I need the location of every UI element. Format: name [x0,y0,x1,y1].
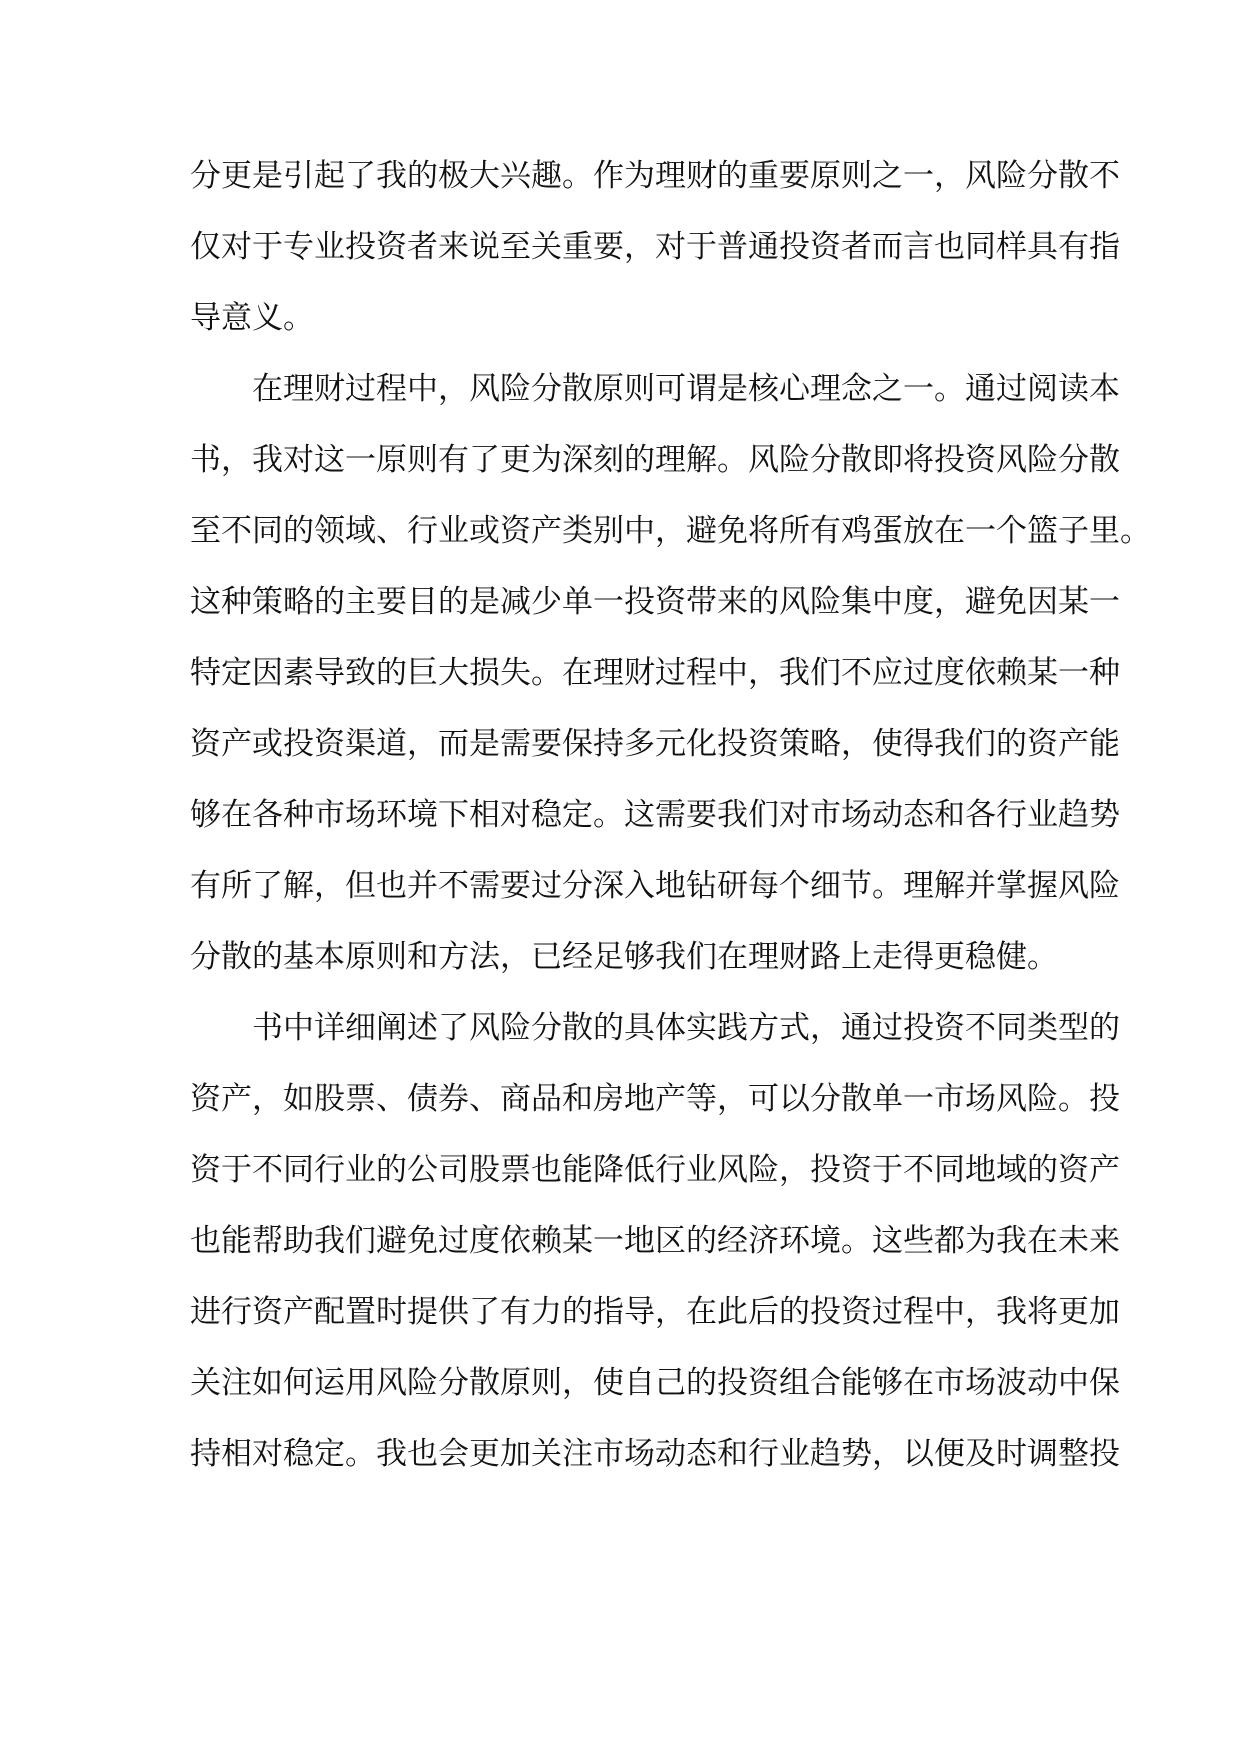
text-line: 分散的基本原则和方法，已经足够我们在理财路上走得更稳健。 [190,939,1058,975]
text-line: 书，我对这一原则有了更为深刻的理解。风险分散即将投资风险分散 [190,442,1120,478]
text-line: 持相对稳定。我也会更加关注市场动态和行业趋势，以便及时调整投 [190,1436,1120,1472]
text-line: 资于不同行业的公司股票也能降低行业风险，投资于不同地域的资产 [190,1152,1120,1188]
text-line: 进行资产配置时提供了有力的指导，在此后的投资过程中，我将更加 [190,1294,1120,1330]
text-line: 资产，如股票、债券、商品和房地产等，可以分散单一市场风险。投 [190,1081,1120,1117]
text-line: 书中详细阐述了风险分散的具体实践方式，通过投资不同类型的 [252,1010,1120,1046]
text-line: 在理财过程中，风险分散原则可谓是核心理念之一。通过阅读本 [252,371,1120,407]
text-line: 这种策略的主要目的是减少单一投资带来的风险集中度，避免因某一 [190,584,1120,620]
text-line: 有所了解，但也并不需要过分深入地钻研每个细节。理解并掌握风险 [190,868,1120,904]
text-line: 关注如何运用风险分散原则，使自己的投资组合能够在市场波动中保 [190,1365,1120,1401]
text-line: 分更是引起了我的极大兴趣。作为理财的重要原则之一，风险分散不 [190,158,1120,194]
text-line: 特定因素导致的巨大损失。在理财过程中，我们不应过度依赖某一种 [190,655,1120,691]
text-line: 导意义。 [190,300,314,336]
text-line: 也能帮助我们避免过度依赖某一地区的经济环境。这些都为我在未来 [190,1223,1120,1259]
text-line: 资产或投资渠道，而是需要保持多元化投资策略，使得我们的资产能 [190,726,1120,762]
paragraph-3 [190,993,1120,1490]
paragraph-1 [190,141,1120,354]
text-line: 至不同的领域、行业或资产类别中，避免将所有鸡蛋放在一个篮子里。 [190,513,1151,549]
paragraph-2 [190,354,1151,993]
text-line: 仅对于专业投资者来说至关重要，对于普通投资者而言也同样具有指 [190,229,1120,265]
body-text [190,141,1151,1490]
text-line: 够在各种市场环境下相对稳定。这需要我们对市场动态和各行业趋势 [190,797,1120,833]
